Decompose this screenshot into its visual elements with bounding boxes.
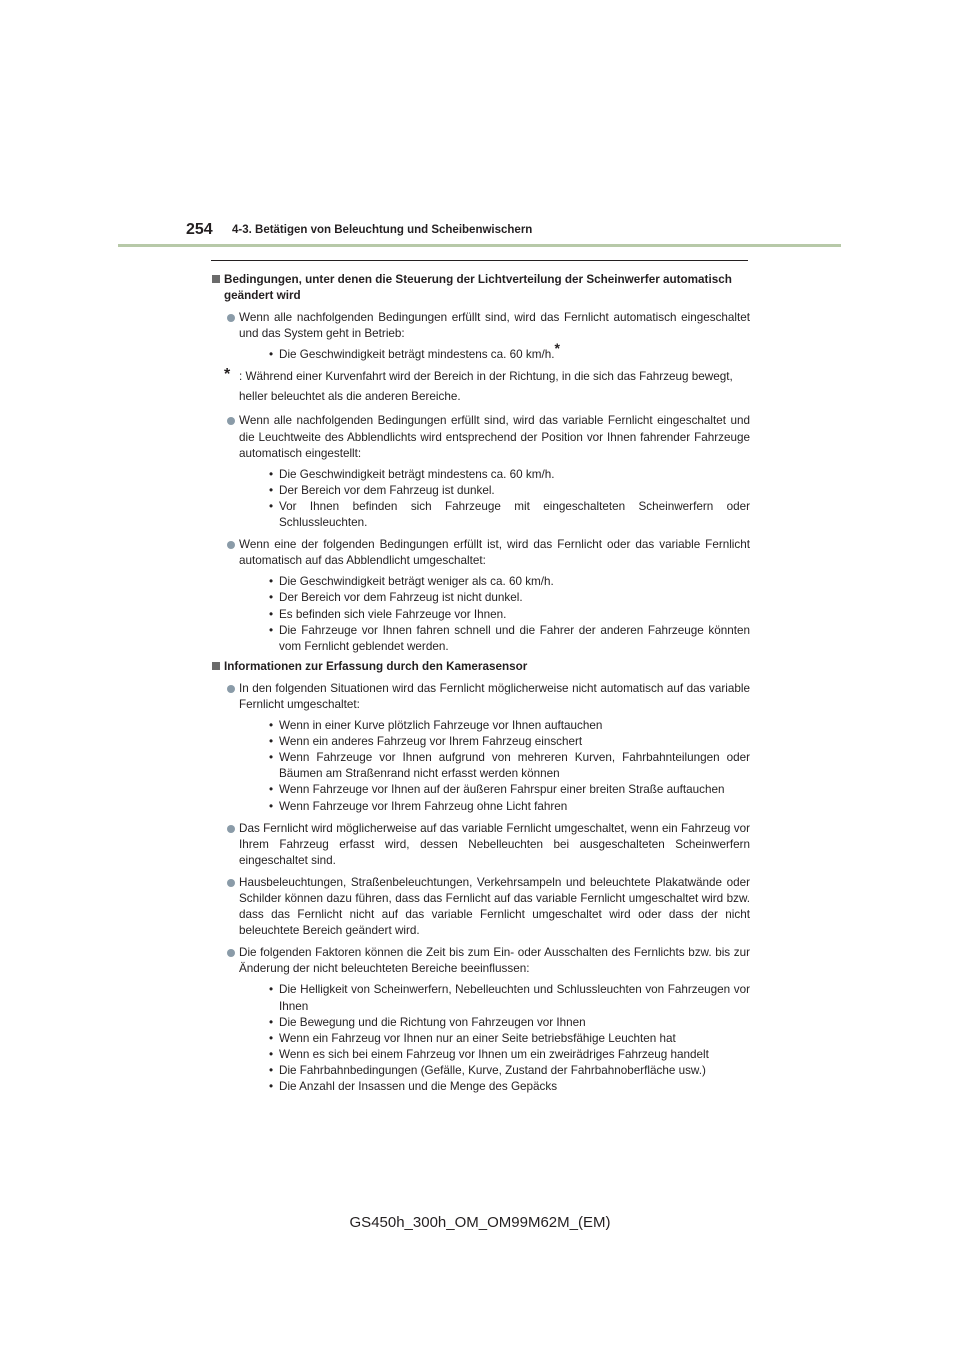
footnote-marker: *	[554, 340, 560, 357]
item-text: Die folgenden Faktoren können die Zeit bis zum Ein- oder Ausschalten des Fernlichts bzw. bis zur Änderung der nicht beleuchteten Bereiche beeinflussen:	[239, 946, 750, 976]
square-bullet-icon	[212, 662, 220, 670]
item-text: Wenn eine der folgenden Bedingungen erfüllt ist, wird das Fernlicht oder das variable Fernlicht automatisch auf das Abblendlicht umgeschaltet:	[239, 538, 750, 568]
sub-list-item: • Wenn ein anderes Fahrzeug vor Ihrem Fahrzeug einschert	[269, 735, 583, 749]
item-text: Das Fernlicht wird möglicherweise auf das variable Fernlicht umgeschaltet, wenn ein Fahrzeug vor Ihrem Fahrzeug erfasst wird, dessen Nebelleuchten bei ausgeschalteten Scheinwerfern eingeschaltet sind.	[239, 821, 750, 867]
list-item	[212, 821, 750, 869]
circle-bullet-icon	[227, 417, 235, 425]
square-bullet-icon	[212, 275, 220, 283]
item-text: Hausbeleuchtungen, Straßenbeleuchtungen, Verkehrsampeln und beleuchtete Plakatwände oder Schilder können dazu führen, dass das Fernlicht auf das variable Fernlicht umgeschaltet wird bzw. dass das Fernlicht nicht auf das variable Fernlicht umgeschaltet wird oder dass der nicht beleuchtete Bereich geändert wird.	[239, 875, 750, 938]
sub-list-item: • Die Helligkeit von Scheinwerfern, Nebelleuchten und Schlussleuchten von Fahrzeugen vor Ihnen	[269, 983, 750, 1013]
sub-list-item: • Die Geschwindigkeit beträgt mindestens ca. 60 km/h.*	[269, 340, 560, 362]
circle-bullet-icon	[227, 314, 235, 322]
sub-list-item: • Die Anzahl der Insassen und die Menge des Gepäcks	[269, 1080, 558, 1094]
sub-list-item: • Vor Ihnen befinden sich Fahrzeuge mit eingeschalteten Scheinwerfern oder Schlussleuchten.	[269, 499, 750, 530]
circle-bullet-icon	[227, 879, 235, 887]
section-title: Informationen zur Erfassung durch den Kamerasensor	[224, 659, 528, 673]
sub-list-item: • Wenn in einer Kurve plötzlich Fahrzeuge vor Ihnen auftauchen	[269, 719, 603, 733]
sub-list-item: • Die Bewegung und die Richtung von Fahrzeugen vor Ihnen	[269, 1015, 586, 1029]
chapter-title: 4-3. Betätigen von Beleuchtung und Scheibenwischern	[232, 224, 533, 236]
item-text: Wenn alle nachfolgenden Bedingungen erfüllt sind, wird das Fernlicht automatisch eingeschaltet und das System geht in Betrieb:	[239, 311, 750, 341]
sub-list-item: • Wenn Fahrzeuge vor Ihrem Fahrzeug ohne Licht fahren	[269, 799, 568, 813]
sub-list	[239, 574, 750, 654]
list-item	[212, 875, 750, 939]
circle-bullet-icon	[227, 825, 235, 833]
sub-list-item: • Wenn Fahrzeuge vor Ihnen auf der äußeren Fahrspur einer breiten Straße auftauchen	[269, 783, 725, 797]
sub-list	[239, 340, 750, 363]
sub-list-item: • Der Bereich vor dem Fahrzeug ist nicht dunkel.	[269, 591, 523, 605]
header-rule	[118, 244, 841, 247]
sub-list-item: • Wenn es sich bei einem Fahrzeug vor Ihnen um ein zweirädriges Fahrzeug handelt	[269, 1047, 709, 1061]
circle-bullet-icon	[227, 949, 235, 957]
sub-list	[239, 982, 750, 1095]
page-number: 254	[186, 221, 213, 238]
sub-list-item: • Die Fahrzeuge vor Ihnen fahren schnell und die Fahrer der anderen Fahrzeuge könnten vom Fernlicht geblendet werden.	[269, 623, 750, 653]
list-item	[212, 945, 750, 1095]
list-item	[212, 310, 750, 363]
top-divider	[211, 260, 748, 261]
item-text: In den folgenden Situationen wird das Fernlicht möglicherweise nicht automatisch auf das variable Fernlicht umgeschaltet:	[239, 681, 750, 711]
document-footer: GS450h_300h_OM_OM99M62M_(EM)	[349, 1214, 611, 1231]
sub-list	[239, 467, 750, 531]
sub-list-item: • Die Fahrbahnbedingungen (Gefälle, Kurve, Zustand der Fahrbahnoberfläche usw.)	[269, 1063, 706, 1077]
footnote	[212, 367, 750, 407]
circle-bullet-icon	[227, 685, 235, 693]
list-item	[212, 413, 750, 531]
list-item	[212, 537, 750, 655]
circle-bullet-icon	[227, 541, 235, 549]
sub-list-item: • Der Bereich vor dem Fahrzeug ist dunkel.	[269, 483, 495, 497]
footnote-text: : Während einer Kurvenfahrt wird der Bereich in der Richtung, in die sich das Fahrzeug bewegt, heller beleuchtet als die anderen Bereiche.	[239, 370, 733, 404]
section-heading	[212, 272, 750, 304]
item-text: Wenn alle nachfolgenden Bedingungen erfüllt sind, wird das variable Fernlicht eingeschaltet und die Leuchtweite des Abblendlichts wird entsprechend der Position vor Ihnen fahrender Fahrzeuge automatisch eingestellt:	[239, 414, 750, 460]
sub-list-item: • Es befinden sich viele Fahrzeuge vor Ihnen.	[269, 607, 507, 621]
sub-list-item: • Die Geschwindigkeit beträgt weniger als ca. 60 km/h.	[269, 575, 554, 589]
footnote-asterisk: *	[224, 366, 231, 384]
sub-list-item: • Wenn Fahrzeuge vor Ihnen aufgrund von mehreren Kurven, Fahrbahnteilungen oder Bäumen am Straßenrand nicht erfasst werden können	[269, 751, 750, 781]
sub-list-item: • Die Geschwindigkeit beträgt mindestens ca. 60 km/h.	[269, 467, 555, 481]
page-content	[212, 268, 750, 1095]
list-item	[212, 681, 750, 815]
sub-list-item: • Wenn ein Fahrzeug vor Ihnen nur an einer Seite betriebsfähige Leuchten hat	[269, 1031, 676, 1045]
section-heading	[212, 659, 750, 675]
sub-list	[239, 718, 750, 815]
section-title: Bedingungen, unter denen die Steuerung der Lichtverteilung der Scheinwerfer automatisch geändert wird	[224, 273, 732, 303]
